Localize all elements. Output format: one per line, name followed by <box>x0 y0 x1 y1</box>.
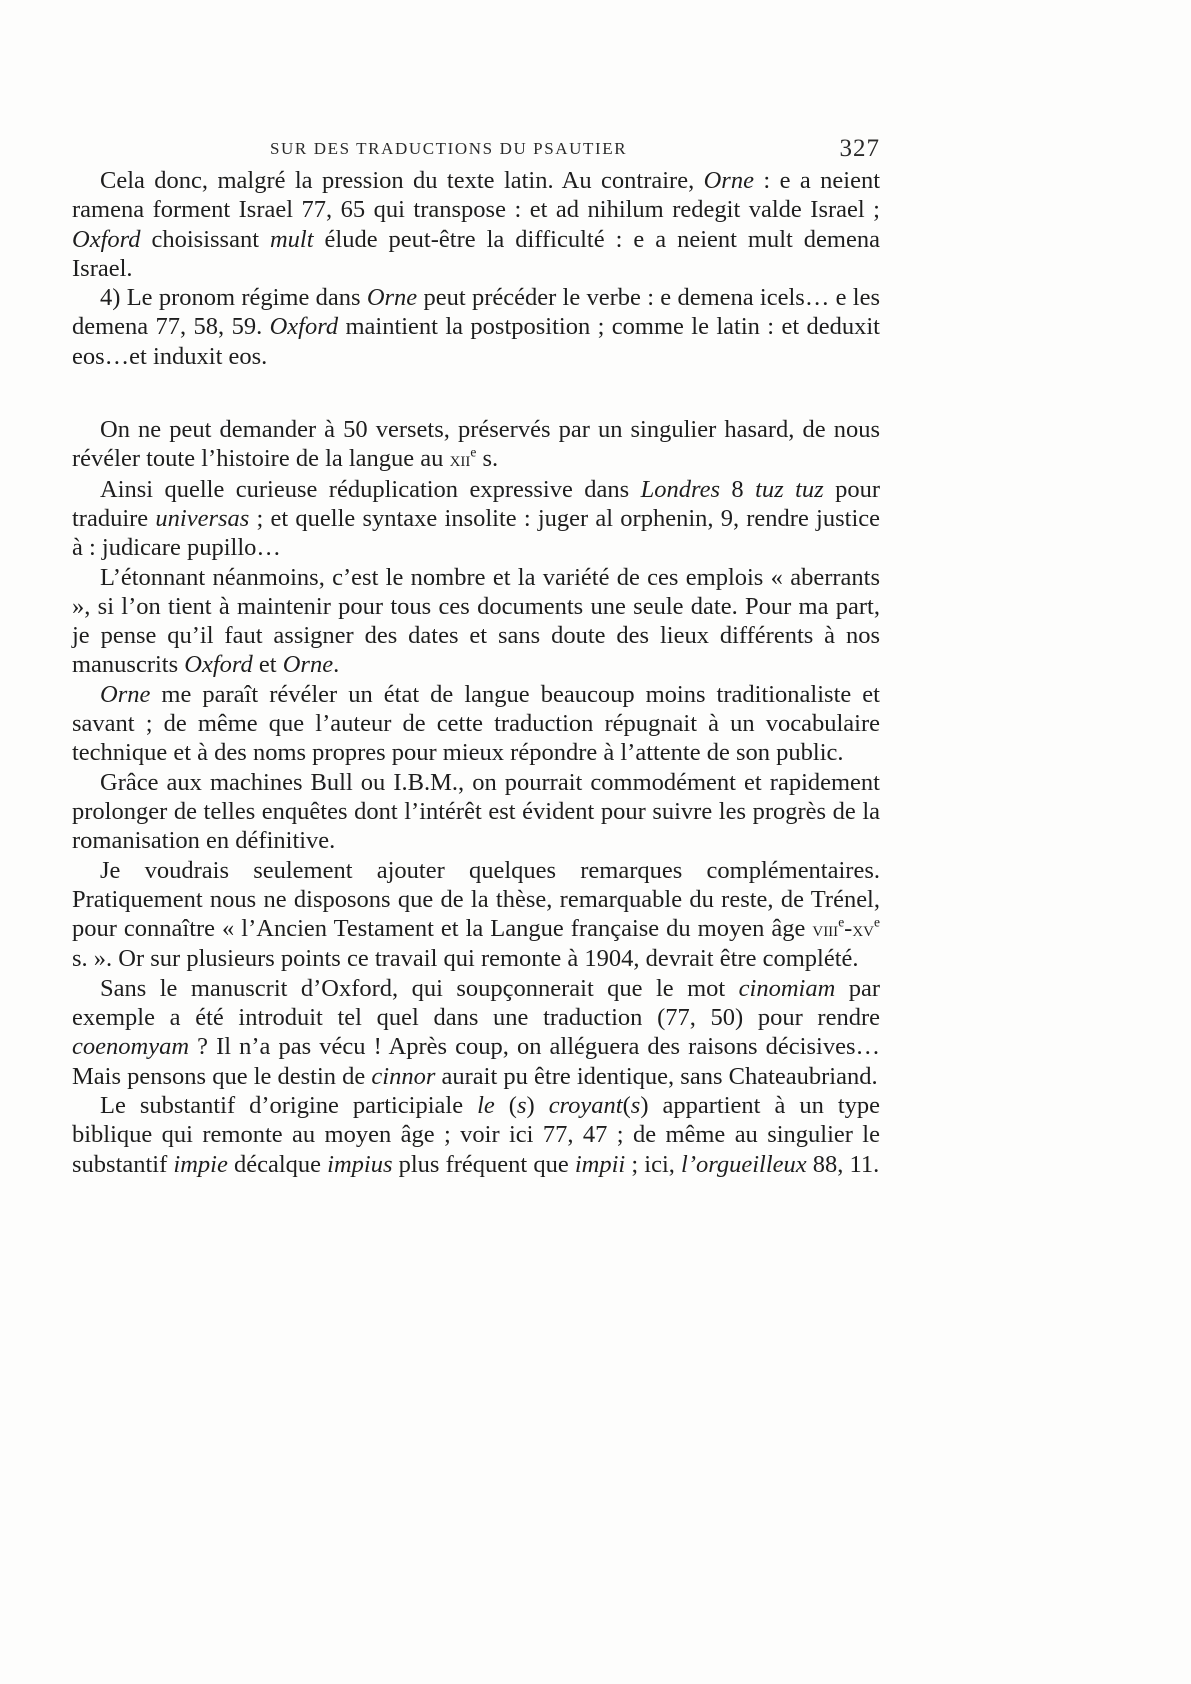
italic-term: coenomyam <box>72 1033 190 1061</box>
superscript: e <box>838 914 845 930</box>
superscript: e <box>874 914 880 930</box>
paragraph-8 <box>72 856 880 974</box>
italic-term: Orne <box>282 651 334 679</box>
text-run: me paraît révéler un état de langue beaucoup moins traditionaliste et savant ; de même que l’auteur de cette traduction répugnait à un vocabulaire technique et à des noms propres pour mieux répondre à l’attente de son public. <box>72 680 880 767</box>
paragraph-4 <box>72 475 880 563</box>
italic-term: Orne <box>100 680 151 708</box>
text-run: et <box>252 651 283 679</box>
italic-term: s <box>630 1091 641 1119</box>
text-run: . <box>333 651 340 679</box>
text-run: choisissant <box>140 225 270 253</box>
text-run: maintient la postposition ; comme le latin : et deduxit eos…et induxit eos. <box>72 313 880 370</box>
paragraph-9 <box>72 974 880 1091</box>
text-run: plus fréquent que <box>392 1150 575 1178</box>
text-run: Sans le manuscrit d’Oxford, qui soupçonnerait que le mot <box>100 974 739 1002</box>
paragraph-3 <box>72 415 880 475</box>
italic-term: cinomiam <box>738 974 836 1002</box>
italic-term: universas <box>155 504 250 532</box>
text-run: par exemple a été introduit tel quel dans une traduction (77, 50) pour rendre <box>72 974 880 1032</box>
italic-term: l’orgueilleux <box>681 1150 807 1178</box>
text-run: aurait pu être identique, sans Chateaubriand. <box>435 1062 878 1090</box>
text-run: Cela donc, malgré la pression du texte latin. Au contraire, <box>100 167 704 194</box>
paragraph-7 <box>72 768 880 856</box>
text-run: 8 <box>720 475 756 503</box>
italic-term: impius <box>327 1150 393 1178</box>
running-head <box>72 135 880 165</box>
paragraph-10 <box>72 1091 880 1179</box>
text-run: pour traduire <box>72 475 880 532</box>
text-run: ) appartient à un type biblique qui remonte au moyen âge ; voir ici 77, 47 ; de même au singulier le substantif <box>72 1091 881 1178</box>
italic-term: s <box>516 1091 527 1119</box>
body-text <box>72 166 880 1179</box>
italic-term: impie <box>173 1150 228 1178</box>
italic-term: Oxford <box>269 313 339 341</box>
italic-term: mult <box>269 225 314 253</box>
text-run: s. <box>476 445 499 473</box>
text-run: ; et quelle syntaxe insolite : juger al orphenin, 9, rendre justice à : judicare pupillo… <box>72 504 880 562</box>
text-run: ) <box>526 1091 549 1119</box>
italic-term: Orne <box>366 284 418 312</box>
text-run: Je voudrais seulement ajouter quelques remarques complémentaires. Pratiquement nous ne disposons que de la thèse, remarquable du reste, de Trénel, pour connaître « l’Ancien Testament et la Langue française du moyen âge <box>72 856 880 943</box>
text-run: L’étonnant néanmoins, c’est le nombre et la variété de ces emplois « aberrants », si l’on tient à maintenir pour tous ces documents une seule date. Pour ma part, je pense qu’il faut assigner des dates et sans doute des lieux différents à nos manuscrits <box>72 563 880 679</box>
text-run: Grâce aux machines Bull ou I.B.M., on pourrait commodément et rapidement prolonger de telles enquêtes dont l’intérêt est évident pour suivre les progrès de la romanisation en définitive. <box>72 768 880 855</box>
paragraph-5 <box>72 563 880 680</box>
text-run: - <box>844 915 853 943</box>
small-caps-numeral: xv <box>852 917 875 942</box>
italic-term: Londres <box>640 475 721 503</box>
text-run: s. ». Or sur plusieurs points ce travail qui remonte à 1904, devrait être complété. <box>72 945 859 973</box>
text-run: élude peut-être la difficulté : e a neient mult demena Israel. <box>72 225 880 282</box>
running-title: SUR DES TRADUCTIONS DU PSAUTIER <box>270 139 628 158</box>
small-caps-numeral: viii <box>812 917 839 942</box>
italic-term: tuz tuz <box>755 475 824 503</box>
italic-term: Oxford <box>184 651 253 679</box>
text-run: 88, 11. <box>806 1150 880 1178</box>
italic-term: Oxford <box>72 225 141 253</box>
paragraph-1 <box>72 166 880 283</box>
text-run: ( <box>494 1091 517 1119</box>
text-run: décalque <box>227 1150 328 1178</box>
italic-term: croyant <box>548 1091 623 1119</box>
text-run: ? Il n’a pas vécu ! Après coup, on alléguera des raisons décisives… Mais pensons que le destin de <box>72 1033 880 1090</box>
text-run: 4) Le pronom régime dans <box>100 284 367 312</box>
page-number: 327 <box>839 135 880 162</box>
text-run: Ainsi quelle curieuse réduplication expressive dans <box>100 475 641 503</box>
text-run: Le substantif d’origine participiale <box>100 1091 478 1119</box>
text-run: ; ici, <box>625 1150 682 1178</box>
italic-term: le <box>477 1091 495 1119</box>
italic-term: cinnor <box>371 1062 436 1090</box>
italic-term: impii <box>574 1150 626 1178</box>
text-run: ( <box>622 1091 631 1119</box>
paragraph-6 <box>72 680 880 768</box>
superscript: e <box>470 444 477 460</box>
text-run: On ne peut demander à 50 versets, préservés par un singulier hasard, de nous révéler toute l’histoire de la langue au <box>72 416 880 473</box>
text-run: peut précéder le verbe : e demena icels… e les demena 77, 58, 59. <box>72 284 880 341</box>
text-run: : e a neient ramena forment Israel 77, 65 qui transpose : et ad nihilum redegit valde Israel ; <box>72 167 881 224</box>
paragraph-2 <box>72 283 880 371</box>
italic-term: Orne <box>703 167 754 194</box>
small-caps-numeral: xii <box>449 447 471 472</box>
